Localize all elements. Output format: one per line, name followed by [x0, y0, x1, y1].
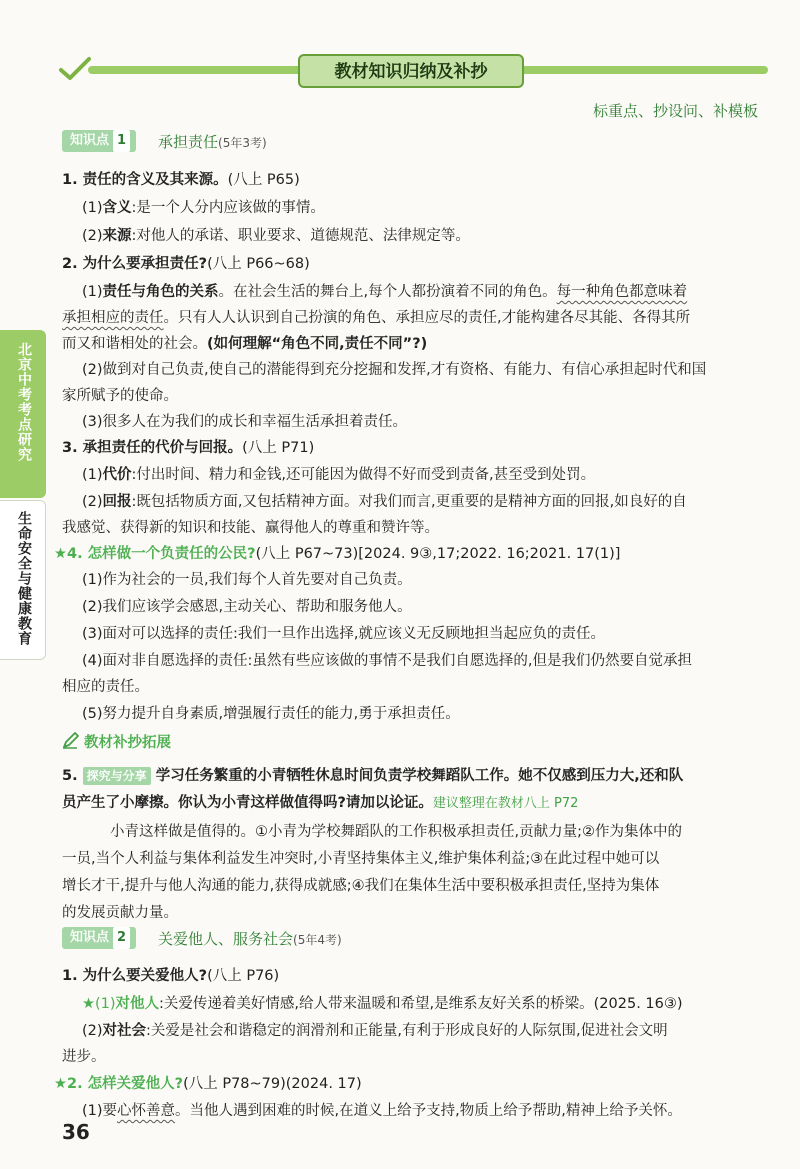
- r1-l2-text: :关爱是社会和谐稳定的润滑剂和正能量,有利于形成良好的人际氛围,促进社会文明: [146, 1023, 668, 1039]
- r2-ref: (八上 P78~79)(2024. 17): [183, 1076, 362, 1092]
- q1-l1-num: (1): [82, 200, 103, 216]
- r1-line-3: 进步。: [62, 1049, 106, 1065]
- side-tab-top-label: 北京中考考点研究: [16, 342, 32, 462]
- q5-answer-2: 一员,当个人利益与集体利益发生冲突时,小青坚持集体主义,维护集体利益;③在此过程中她可以: [62, 851, 660, 867]
- r1-heading: [62, 966, 279, 986]
- q5-line-2: [62, 793, 578, 814]
- q4-line-6: (5)努力提升自身素质,增强履行责任的能力,勇于承担责任。: [82, 706, 460, 722]
- side-tab-bottom: [0, 500, 46, 660]
- kp1-tag: [62, 130, 136, 152]
- kp2-count: (5年4考): [293, 933, 342, 947]
- q3-title: 3. 承担责任的代价与回报。: [62, 440, 243, 456]
- q5-answer-1: 小青这样做是值得的。①小青为学校舞蹈队的工作积极承担责任,贡献力量;②作为集体中的: [110, 824, 682, 840]
- q2-l1-key: 责任与角色的关系: [102, 284, 219, 300]
- q5-line-1: [62, 766, 683, 786]
- q3-line-2: [82, 492, 687, 512]
- q3-l1-text: :付出时间、精力和金钱,还可能因为做得不好而受到责备,甚至受到处罚。: [131, 467, 596, 483]
- r2-l1-num: (1)要: [82, 1103, 118, 1119]
- q2-line-5: 家所赋予的使命。: [62, 388, 178, 404]
- r1-l1-text: :关爱传递着美好情感,给人带来温暖和希望,是维系友好关系的桥梁。(2025. 16③): [159, 996, 683, 1012]
- extension-title: 教材补抄拓展: [84, 735, 171, 751]
- q4-line-4: (4)面对非自愿选择的责任:虽然有些应该做的事情不是我们自愿选择的,但是我们仍然要自觉承担: [82, 653, 693, 669]
- q2-l3-question: (如何理解“角色不同,责任不同”?): [207, 336, 428, 352]
- side-tab-top: [0, 330, 46, 498]
- q3-ref: (八上 P71): [242, 440, 315, 456]
- q4-line-1: (1)作为社会的一员,我们每个人首先要对自己负责。: [82, 572, 412, 588]
- q4-heading: [54, 544, 620, 564]
- q2-line-4: (2)做到对自己负责,使自己的潜能得到充分挖掘和发挥,才有资格、有能力、有信心承担起时代和国: [82, 362, 707, 378]
- q3-l2-key: 回报: [102, 494, 132, 510]
- r2-line-1: [82, 1101, 682, 1121]
- header-subtitle: 标重点、抄设问、补模板: [592, 102, 758, 120]
- q1-heading: [62, 170, 300, 190]
- q2-l1-text: 。在社会生活的舞台上,每个人都扮演着不同的角色。: [218, 284, 557, 300]
- q2-ref: (八上 P66~68): [207, 256, 310, 272]
- r1-l1-num: (1): [95, 996, 116, 1012]
- q5-tip: 建议整理在教材八上 P72: [432, 796, 579, 811]
- q2-line-3: [62, 334, 427, 354]
- kp1-tag-number: 1: [113, 130, 130, 152]
- kp2-title: [158, 928, 342, 949]
- q3-l2-text: :既包括物质方面,又包括精神方面。对我们而言,更重要的是精神方面的回报,如良好的自: [131, 494, 687, 510]
- q3-line-1: [82, 465, 595, 485]
- q3-l2-num: (2): [82, 494, 103, 510]
- q1-ref: (八上 P65): [227, 172, 300, 188]
- pencil-icon: [62, 731, 80, 753]
- q4-line-5: 相应的责任。: [62, 679, 149, 695]
- kp2-tag-label: 知识点: [70, 930, 110, 945]
- r2-l1-text: 。当他人遇到困难的时候,在道义上给予支持,物质上给予帮助,精神上给予关怀。: [175, 1103, 682, 1119]
- q1-title: 1. 责任的含义及其来源。: [62, 172, 228, 188]
- r1-title: 1. 为什么要关爱他人?: [62, 968, 208, 984]
- kp1-title-text: 承担责任: [158, 133, 219, 151]
- r2-star-icon: ★: [54, 1076, 67, 1092]
- q5-question-2: 员产生了小摩擦。你认为小青这样做值得吗?请加以论证。: [62, 795, 433, 811]
- q2-title: 2. 为什么要承担责任?: [62, 256, 208, 272]
- q3-l1-key: 代价: [102, 467, 132, 483]
- r2-heading: [54, 1074, 362, 1094]
- kp1-count: (5年3考): [218, 136, 267, 150]
- q4-star-icon: ★: [54, 546, 67, 562]
- q2-l1-num: (1): [82, 284, 103, 300]
- q1-l2-num: (2): [82, 228, 103, 244]
- kp2-title-text: 关爱他人、服务社会: [158, 930, 294, 948]
- r1-star-icon: ★: [82, 996, 95, 1012]
- q4-ref: (八上 P67~73)[2024. 9③,17;2022. 16;2021. 17(1)]: [255, 546, 621, 562]
- q4-line-3: (3)面对可以选择的责任:我们一旦作出选择,就应该义无反顾地担当起应负的责任。: [82, 626, 606, 642]
- r1-l2-num: (2): [82, 1023, 103, 1039]
- r1-line-2: [82, 1021, 668, 1041]
- r1-ref: (八上 P76): [207, 968, 280, 984]
- page-number: 36: [62, 1120, 90, 1144]
- r1-l2-key: 对社会: [102, 1023, 147, 1039]
- header-check-icon: [58, 56, 92, 86]
- q2-line-2: [62, 308, 690, 328]
- side-tab-bottom-label: 生命安全与健康教育: [16, 511, 32, 646]
- q1-l1-key: 含义: [102, 200, 132, 216]
- q1-l2-text: :对他人的承诺、职业要求、道德规范、法律规定等。: [131, 228, 470, 244]
- q2-l1-underline: 每一种角色都意味着: [556, 284, 688, 300]
- kp2-tag-number: 2: [113, 927, 130, 949]
- q1-l1-text: :是一个人分内应该做的事情。: [131, 200, 325, 216]
- q4-line-2: (2)我们应该学会感恩,主动关心、帮助和服务他人。: [82, 599, 412, 615]
- q2-l2-underline: 承担相应的责任: [62, 310, 164, 326]
- q3-l1-num: (1): [82, 467, 103, 483]
- r2-title: 2. 怎样关爱他人?: [67, 1076, 184, 1092]
- q5-number: 5.: [62, 768, 78, 784]
- r2-l1-underline: 心怀善意: [117, 1103, 176, 1119]
- q2-line-6: (3)很多人在为我们的成长和幸福生活承担着责任。: [82, 414, 408, 430]
- q2-line-1: [82, 282, 687, 302]
- q2-l2-text: 。只有人人认识到自己扮演的角色、承担应尽的责任,才能构建各尽其能、各得其所: [163, 310, 691, 326]
- q4-title: 4. 怎样做一个负责任的公民?: [67, 546, 256, 562]
- r1-line-1: [82, 994, 683, 1014]
- kp1-tag-label: 知识点: [70, 133, 110, 148]
- q5-answer-4: 的发展贡献力量。: [62, 905, 178, 921]
- q5-question-1: 学习任务繁重的小青牺牲休息时间负责学校舞蹈队工作。她不仅感到压力大,还和队: [155, 768, 684, 784]
- kp1-title: [158, 131, 267, 152]
- q1-line-2: [82, 226, 470, 246]
- q5-answer-3: 增长才干,提升与他人沟通的能力,获得成就感;④我们在集体生活中要积极承担责任,坚持为集体: [62, 878, 660, 894]
- q1-l2-key: 来源: [102, 228, 132, 244]
- r1-l1-key: 对他人: [115, 996, 160, 1012]
- q1-line-1: [82, 198, 325, 218]
- q5-badge: 探究与分享: [83, 767, 151, 785]
- q2-l3-text: 而又和谐相处的社会。: [62, 336, 207, 352]
- page-title: 教材知识归纳及补抄: [298, 54, 524, 88]
- q3-heading: [62, 438, 314, 458]
- q2-heading: [62, 254, 310, 274]
- kp2-tag: [62, 927, 136, 949]
- q3-line-3: 我感觉、获得新的知识和技能、赢得他人的尊重和赞许等。: [62, 520, 439, 536]
